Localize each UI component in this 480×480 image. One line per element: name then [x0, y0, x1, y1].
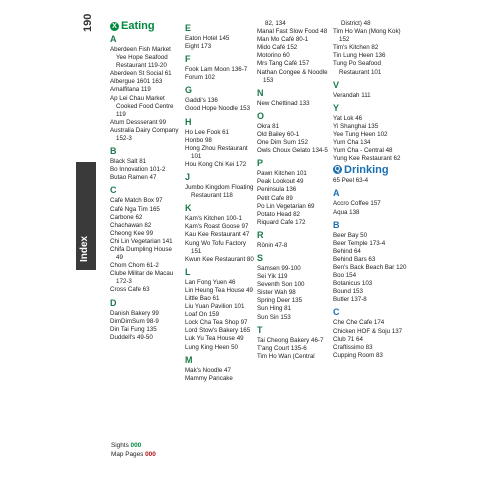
index-entry[interactable]: Aqua 138 [333, 208, 360, 216]
index-entry[interactable]: Eight 173 [185, 43, 212, 51]
index-entry[interactable]: Rōnin 47-8 [257, 241, 288, 249]
index-entry[interactable]: Yat Lok 46 [333, 114, 363, 122]
index-entry[interactable]: Café Nga Tim 165 [110, 205, 160, 213]
letter-heading: B [110, 146, 117, 157]
index-column-1 [110, 20, 180, 342]
letter-heading: F [185, 54, 191, 65]
index-entry[interactable]: Tung Po Seafood Restaurant 101 [333, 60, 382, 76]
section-heading [110, 22, 180, 31]
letter-heading: C [110, 185, 117, 196]
index-entry[interactable]: Che Che Cafe 174 [333, 319, 385, 327]
index-entry[interactable]: Danish Bakery 99 [110, 309, 159, 317]
index-entry[interactable]: Eaton Hotel 145 [185, 35, 230, 42]
index-entry[interactable]: Albergue 1601 163 [110, 78, 163, 86]
letter-heading: M [185, 354, 193, 365]
index-entry[interactable]: New Chettinad 133 [257, 99, 310, 107]
index-entry[interactable]: Hou Kong Chi Kei 172 [185, 160, 247, 168]
section-heading-label: Drinking [344, 163, 389, 176]
index-entry[interactable]: Spring Deer 135 [257, 297, 303, 305]
index-entry[interactable]: Yung Kee Restaurant 62 [333, 155, 401, 163]
letter-heading: D [110, 297, 117, 308]
index-entry[interactable]: Mammy Pancake [185, 374, 233, 382]
index-entry[interactable]: Okra 81 [257, 122, 280, 130]
letter-heading: A [110, 34, 117, 44]
letter-heading: C [333, 307, 340, 318]
letter-heading: B [333, 219, 340, 230]
letter-heading: Y [333, 102, 340, 113]
index-entry[interactable]: 65 Peel 63-4 [333, 177, 369, 185]
index-entry[interactable]: Gaddi's 136 [185, 97, 218, 105]
index-entry[interactable]: Mrs Tang Café 157 [257, 60, 310, 68]
index-entry[interactable]: T'ang Court 135-6 [257, 344, 307, 352]
index-column-3 [257, 20, 329, 361]
index-entry[interactable]: Lung King Heen 50 [185, 343, 238, 351]
letter-heading: L [185, 266, 191, 277]
index-entry[interactable]: Sei Yik 119 [257, 273, 288, 281]
index-entry[interactable]: Tim Ho Wan (Central [257, 352, 315, 360]
index-entry[interactable]: Honbo 98 [185, 136, 212, 144]
index-side-tab[interactable]: Index [76, 162, 96, 270]
letter-heading: R [257, 229, 264, 240]
index-entry[interactable]: Peak Lookout 49 [257, 178, 304, 186]
index-entry[interactable]: Chifa Dumpling House 49 [110, 245, 172, 262]
index-entry[interactable]: Verandah 111 [333, 91, 371, 99]
index-entry[interactable]: Yee Tung Heen 102 [333, 130, 388, 138]
index-entry[interactable]: Motorino 60 [257, 52, 290, 60]
letter-heading: J [185, 172, 191, 183]
letter-heading: H [185, 116, 192, 127]
index-entry[interactable]: Behind 64 [333, 247, 361, 255]
index-entry[interactable]: District) 48 [341, 20, 371, 27]
index-entry[interactable]: Din Tai Fung 135 [110, 325, 157, 333]
index-entry[interactable]: Sun Sin 153 [257, 313, 291, 321]
index-entry[interactable]: Behind Bars 63 [333, 255, 376, 263]
index-entry[interactable]: Chi Lin Vegetarian 141 [110, 237, 173, 245]
index-entry[interactable]: Chom Chom 61-2 [110, 262, 159, 270]
letter-heading: P [257, 158, 264, 169]
index-entry[interactable]: Luk Yu Tea House 49 [185, 335, 244, 343]
index-entry[interactable]: Boo 154 [333, 272, 357, 280]
index-entry[interactable]: Hong Zhou Restaurant 101 [185, 144, 248, 160]
section-heading [333, 165, 411, 174]
letter-heading: G [185, 85, 193, 96]
index-entry[interactable]: Tim's Kitchen 82 [333, 44, 379, 52]
index-entry[interactable]: Riquard Cafe 172 [257, 218, 306, 226]
index-entry[interactable]: Tai Cheong Bakery 46-7 [257, 336, 324, 344]
letter-heading: K [185, 203, 192, 214]
index-entry[interactable]: Forum 102 [185, 74, 215, 82]
index-entry[interactable]: Ap Lei Chau Market Cooked Food Centre 119 [110, 94, 174, 118]
index-entry[interactable]: Man Mo Café 80-1 [257, 36, 309, 44]
index-entry[interactable]: Cafe Match Box 97 [110, 197, 163, 205]
index-entry[interactable]: Carbone 62 [110, 213, 143, 221]
eating-icon: X [110, 22, 119, 31]
letter-heading: S [257, 252, 264, 263]
index-entry[interactable]: Bound 153 [333, 288, 363, 296]
index-entry[interactable]: Aberdeen St Social 61 [110, 70, 172, 78]
index-entry[interactable]: Po Lin Vegetarian 69 [257, 202, 315, 210]
index-entry[interactable]: Beer Bay 50 [333, 231, 368, 239]
index-entry[interactable]: Yi Shanghai 135 [333, 122, 379, 130]
index-entry[interactable]: Sun Hing 81 [257, 305, 292, 313]
index-entry[interactable]: Club 71 64 [333, 335, 363, 343]
index-legend [111, 441, 156, 459]
index-entry[interactable]: Lock Cha Tea Shop 97 [185, 319, 248, 327]
index-entry[interactable]: Mak's Noodle 47 [185, 366, 231, 374]
index-entry[interactable]: Duddell's 49-50 [110, 333, 153, 341]
index-entry[interactable]: Yum Cha 134 [333, 139, 371, 147]
letter-heading: N [257, 87, 264, 98]
index-entry[interactable]: Clube Militar de Macau 172-3 [110, 270, 174, 286]
index-entry[interactable]: Little Bao 61 [185, 294, 220, 302]
index-entry[interactable]: Australia Dairy Company 152-3 [110, 126, 179, 143]
index-entry[interactable]: Accro Coffee 157 [333, 200, 381, 208]
index-entry[interactable]: Tim Ho Wan (Mong Kok) 152 [333, 28, 401, 44]
index-entry[interactable]: Lin Heung Tea House 49 [185, 286, 253, 294]
index-entry[interactable]: DimDimSum 98-9 [110, 317, 159, 325]
letter-heading: A [333, 188, 340, 199]
letter-heading: T [257, 324, 263, 335]
index-entry[interactable]: Ho Lee Fook 61 [185, 128, 230, 136]
page-margin [0, 0, 95, 480]
index-entry[interactable]: Aberdeen Fish Market Yee Hope Seafood Restaurant 119-20 [110, 46, 171, 70]
letter-heading: V [333, 79, 340, 90]
index-entry[interactable]: Pawn Kitchen 101 [257, 170, 307, 178]
index-entry[interactable]: Butler 137-8 [333, 296, 367, 304]
section-heading-label: Eating [121, 20, 155, 33]
index-entry[interactable]: Bo Innovation 101-2 [110, 166, 166, 174]
index-entry[interactable]: Yum Cha - Central 48 [333, 147, 393, 155]
index-entry[interactable]: Sister Wah 98 [257, 289, 296, 297]
index-entry[interactable]: Potato Head 82 [257, 210, 301, 218]
index-column-4 [333, 20, 411, 360]
index-entry[interactable]: Owls Choux Gelato 134-5 [257, 147, 328, 155]
index-entry[interactable]: Atum Dessserant 99 [110, 118, 167, 126]
index-entry[interactable]: Craftissimo 83 [333, 343, 373, 351]
index-entry[interactable]: Manal Fast Slow Food 48 [257, 28, 328, 36]
index-entry[interactable]: Fook Lam Moon 136-7 [185, 66, 248, 74]
page-number: 190 [82, 13, 94, 32]
index-entry[interactable]: Loaf On 159 [185, 311, 220, 319]
index-entry[interactable]: Chachawan 82 [110, 221, 152, 229]
drinking-icon: Q [334, 166, 341, 174]
letter-heading: E [185, 23, 192, 33]
index-entry[interactable]: Cross Cafe 63 [110, 286, 150, 294]
legend-map-pages: Map Pages 000 [111, 451, 156, 458]
index-entry[interactable]: Seventh Son 100 [257, 281, 305, 289]
index-entry[interactable]: Cupping Room 83 [333, 351, 383, 359]
index-entry[interactable]: Black Salt 81 [110, 158, 147, 166]
index-entry[interactable]: 82, 134 [265, 20, 286, 27]
index-entry[interactable]: Peninsula 136 [257, 186, 297, 194]
index-entry[interactable]: Chicken HOF & Soju 137 [333, 327, 403, 335]
index-column-2 [185, 20, 255, 383]
index-entry[interactable]: Botanicus 103 [333, 280, 373, 288]
index-entry[interactable]: Kau Kee Restaurant 47 [185, 231, 250, 239]
index-entry[interactable]: Tin Lung Heen 136 [333, 52, 386, 60]
index-entry[interactable]: Liu Yuan Pavilion 101 [185, 303, 245, 311]
index-entry[interactable]: Kam's Roast Goose 97 [185, 223, 249, 231]
legend-sights: Sights 000 [111, 442, 142, 449]
index-entry[interactable]: Amalfitana 119 [110, 86, 151, 94]
index-entry[interactable]: Nathan Congee & Noodle 153 [257, 68, 328, 84]
index-entry[interactable]: Ben's Back Beach Bar 120 [333, 263, 407, 271]
index-entry[interactable]: Kwun Kee Restaurant 80 [185, 255, 254, 263]
index-entry[interactable]: Butao Ramen 47 [110, 174, 157, 182]
index-entry[interactable]: One Dim Sum 152 [257, 139, 308, 147]
index-entry[interactable]: Good Hope Noodle 153 [185, 105, 251, 113]
index-entry[interactable]: Old Bailey 60-1 [257, 130, 300, 138]
letter-heading: O [257, 110, 265, 121]
index-entry[interactable]: Kung Wo Tofu Factory 151 [185, 239, 246, 255]
index-entry[interactable]: Petit Cafe 89 [257, 194, 293, 202]
index-entry[interactable]: Kam's Kitchen 100-1 [185, 215, 242, 223]
index-entry[interactable]: Samsen 99-100 [257, 264, 301, 272]
index-entry[interactable]: Lord Stow's Bakery 165 [185, 327, 251, 335]
index-entry[interactable]: Mido Café 152 [257, 44, 298, 52]
index-entry[interactable]: Cheong Kee 99 [110, 229, 154, 237]
index-entry[interactable]: Beer Temple 173-4 [333, 239, 386, 247]
index-entry[interactable]: Jumbo Kingdom Floating Restaurant 118 [185, 184, 254, 200]
index-entry[interactable]: Lan Fong Yuen 46 [185, 278, 236, 286]
